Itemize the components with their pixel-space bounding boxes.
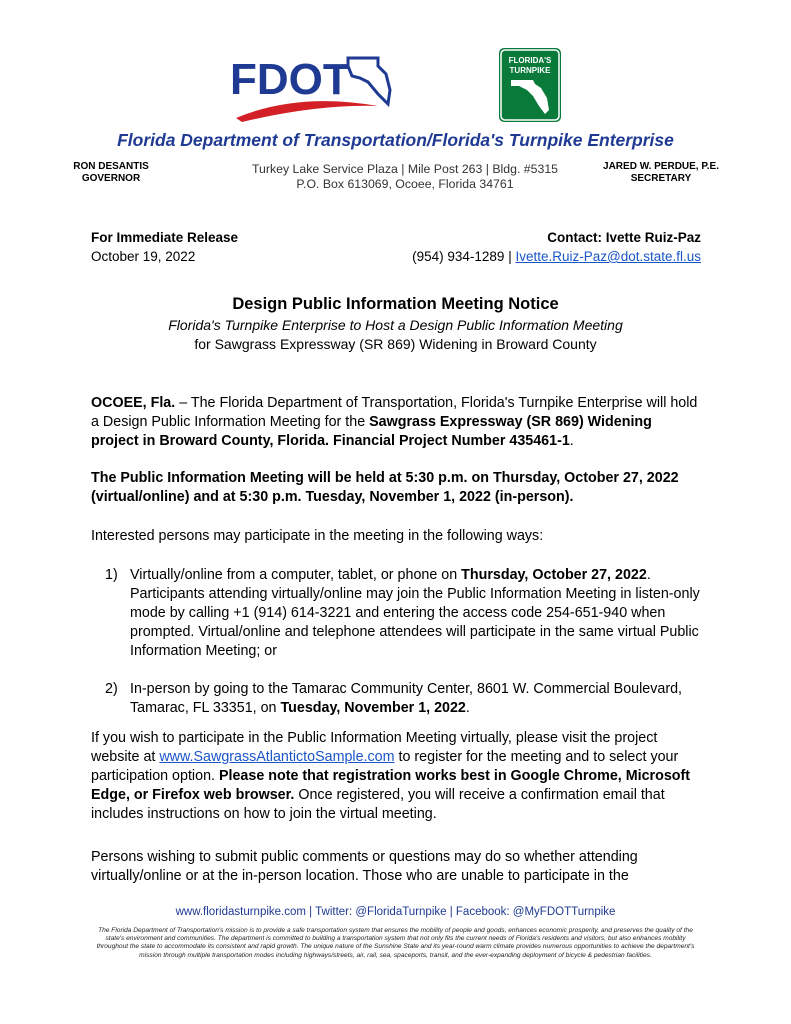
release-label: For Immediate Release — [91, 230, 239, 245]
dateline: OCOEE, Fla. — [91, 395, 176, 411]
paragraph-intro — [91, 394, 703, 451]
agency-name: Florida Department of Transportation/Florida's Turnpike Enterprise — [117, 130, 674, 150]
fdot-logo — [228, 46, 400, 124]
governor-block — [66, 161, 156, 185]
list-number: 1) — [105, 567, 118, 583]
contact-email-link[interactable]: Ivette.Ruiz-Paz@dot.state.fl.us — [515, 249, 701, 264]
fdot-logo-text: FDOT — [230, 55, 350, 104]
secretary-name: JARED W. PERDUE, P.E. — [603, 161, 719, 172]
list-text — [130, 566, 705, 661]
footer-links[interactable]: www.floridasturnpike.com | Twitter: @FloridaTurnpike | Facebook: @MyFDOTTurnpike — [175, 906, 616, 918]
address-line-2: P.O. Box 613069, Ocoee, Florida 34761 — [296, 177, 514, 191]
contact-name: Contact: Ivette Ruiz-Paz — [547, 230, 701, 245]
item1-text: Virtually/online from a computer, tablet, or phone on — [130, 567, 462, 583]
participation-list — [105, 566, 705, 737]
paragraph-meeting-times: The Public Information Meeting will be held at 5:30 p.m. on Thursday, October 27, 2022 (virtual/online) and at 5:30 p.m. Tuesday, November 1, 2022 (in-person). — [91, 470, 679, 505]
release-block — [91, 228, 238, 266]
list-item — [105, 566, 705, 661]
virtual-text-2: to register for the meeting and to select your participation option. — [91, 749, 679, 784]
svg-text:FLORIDA'S: FLORIDA'S — [508, 56, 552, 65]
governor-name: RON DESANTIS — [73, 161, 149, 172]
contact-block — [412, 228, 701, 266]
item1-rest: . Participants attending virtually/online may join the Public Information Meeting in listen-only mode by calling +1 (914) 614-3221 and entering the access code 254-651-940 when prompted. Virtual/online and telephone attendees will participate in the same virtual Public Information Meeting; or — [130, 567, 700, 659]
turnpike-logo — [497, 46, 563, 124]
paragraph-virtual — [91, 729, 703, 824]
mission-statement: The Florida Department of Transportation's mission is to provide a safe transportation system that ensures the mobility of people and goods, enhances economic prosperity, and preserves the quality of the state's environment and communities. The department is committed to building a transportation system that not only fits the current needs of Florida's residents and visitors, but also enhances mobility throughout the state to accommodate its consistent and rapid growth. The unique nature of the Sunshine State and its year-round warm climate provides numerous opportunities to achieve the department's mission through multiple transportation modes including highways/streets, air, rail, sea, spaceports, transit, and the ever-expanding deployment of bicycle & pedestrian facilities. — [96, 927, 695, 959]
paragraph-comments: Persons wishing to submit public comments or questions may do so whether attending virtually/online or at the in-person location. Those who are unable to participate in the — [91, 849, 638, 884]
contact-phone: (954) 934-1289 | — [412, 249, 516, 264]
item2-rest: . — [465, 700, 470, 716]
browser-note: Please note that registration works best in Google Chrome, Microsoft Edge, or Firefox web browser. — [91, 768, 691, 803]
list-item — [105, 680, 705, 718]
list-text — [130, 680, 705, 718]
subtitle-line-1: Florida's Turnpike Enterprise to Host a Design Public Information Meeting — [168, 317, 623, 333]
project-website-link[interactable]: www.SawgrassAtlantictoSample.com — [159, 749, 395, 765]
item2-date: Tuesday, November 1, 2022 — [280, 700, 466, 716]
subtitle-line-2: for Sawgrass Expressway (SR 869) Widening in Broward County — [194, 336, 597, 352]
governor-title: GOVERNOR — [81, 173, 141, 184]
agency-address — [220, 162, 590, 192]
contact-details — [412, 247, 701, 266]
project-name: Sawgrass Expressway (SR 869) Widening project in Broward County, Florida. Financial Project Number 435461-1 — [91, 414, 652, 449]
svg-text:TURNPIKE: TURNPIKE — [509, 66, 551, 75]
virtual-text: If you wish to participate in the Public Information Meeting virtually, please visit the project website at — [91, 730, 658, 765]
address-line-1: Turkey Lake Service Plaza | Mile Post 263 | Bldg. #5315 — [252, 162, 558, 176]
secretary-title: SECRETARY — [630, 173, 692, 184]
intro-text: – The Florida Department of Transportation, Florida's Turnpike Enterprise will hold a Design Public Information Meeting for the — [91, 395, 698, 430]
item2-text: In-person by going to the Tamarac Community Center, 8601 W. Commercial Boulevard, Tamarac, FL 33351, on — [130, 681, 683, 716]
notice-subtitle — [0, 316, 791, 354]
virtual-text-3: Once registered, you will receive a confirmation email that includes instructions on how to join the virtual meeting. — [91, 787, 665, 822]
release-date: October 19, 2022 — [91, 249, 196, 264]
secretary-block — [596, 161, 726, 185]
item1-date: Thursday, October 27, 2022 — [461, 567, 647, 583]
list-number: 2) — [105, 681, 118, 697]
notice-headline: Design Public Information Meeting Notice — [232, 295, 559, 313]
intro-end: . — [569, 433, 574, 449]
paragraph-participation: Interested persons may participate in the meeting in the following ways: — [91, 528, 544, 544]
